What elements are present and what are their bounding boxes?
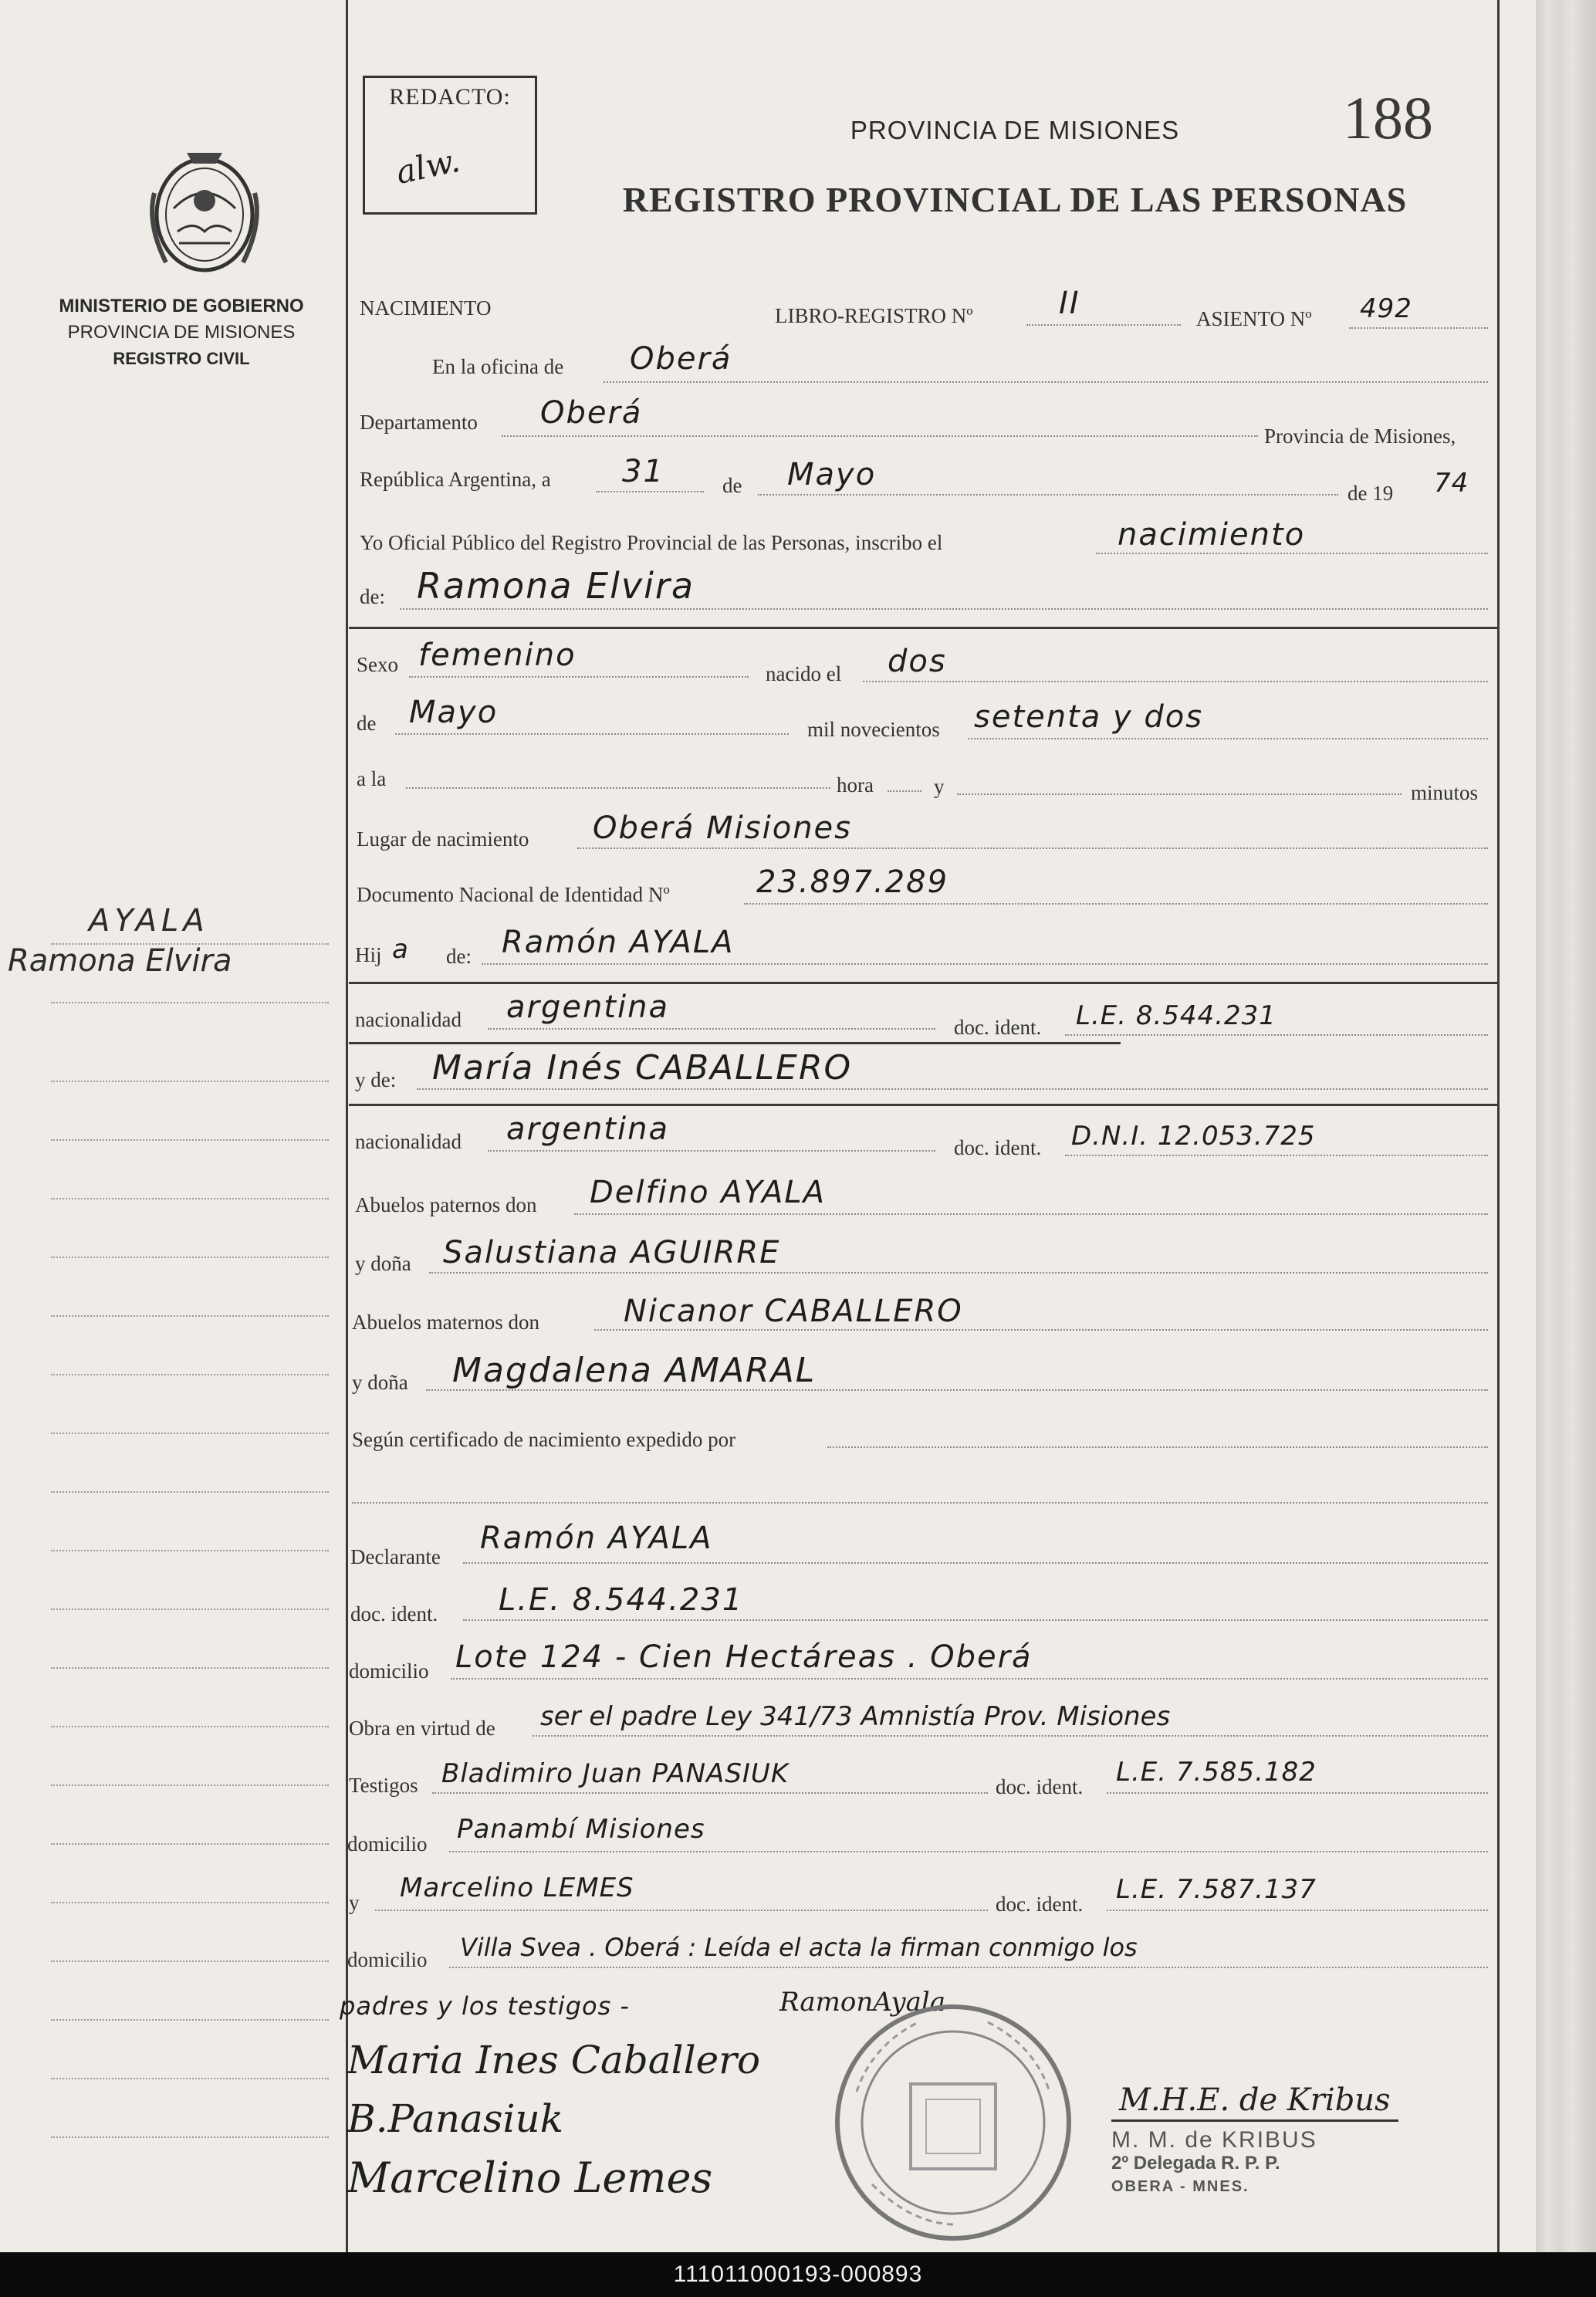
lugar-line [577,847,1488,849]
redacto-initials: alw. [392,140,463,192]
closing-line: padres y los testigos - [340,1991,630,2021]
lugar-label: Lugar de nacimiento [357,827,529,851]
mother-doc-label: doc. ident. [954,1136,1042,1159]
decl-domicilio: Lote 124 - Cien Hectáreas . Oberá [455,1639,1033,1675]
y-de-label: y de: [355,1068,397,1091]
margin-line [51,1081,329,1082]
witness1-domicilio-label: domicilio [347,1832,428,1856]
statement-line [1096,553,1488,554]
dni-value: 23.897.289 [756,864,949,900]
ministry-name: MINISTERIO DE GOBIERNO [59,296,304,316]
coat-of-arms-icon [139,147,270,278]
mat-dona-label: y doña [352,1371,408,1394]
mat-grandfather: Nicanor CABALLERO [624,1294,963,1329]
hij-de-label: de: [446,945,472,968]
mother-nationality: argentina [506,1111,669,1147]
witness1-doc-line [1107,1792,1488,1794]
father-name: Ramón AYALA [502,925,735,960]
stamp-place: OBERA - MNES. [1111,2178,1249,2195]
section-rule-2 [349,982,1497,984]
certificado-line [827,1446,1488,1448]
asiento-line [1349,327,1488,329]
margin-line [51,1257,329,1258]
dni-line [744,903,1488,905]
year-label: de 19 [1347,482,1394,505]
decl-domicilio-line [451,1678,1488,1680]
witness2-doc-label: doc. ident. [996,1893,1084,1916]
province-header: PROVINCIA DE MISIONES [850,116,1180,144]
margin-line [51,1374,329,1375]
witness2-doc-line [1107,1910,1488,1911]
declarante-label: Declarante [350,1545,441,1568]
asiento-value: 492 [1360,293,1412,324]
margin-line [51,2136,329,2138]
abuelos-mat-label: Abuelos maternos don [352,1311,539,1334]
dept-label: Departamento [360,411,478,434]
office-line [604,381,1488,383]
page-number: 188 [1343,84,1433,151]
witness2-domicilio-label: domicilio [347,1948,428,1971]
witness1-doc-label: doc. ident. [996,1775,1084,1798]
ministry-seal-icon [826,1999,1080,2246]
statement-label: Yo Oficial Público del Registro Provincial de las Personas, inscribo el [360,531,943,554]
office-value: Oberá [630,341,732,377]
father-nationality-label: nacionalidad [355,1008,462,1031]
certificado-line-2 [352,1502,1488,1504]
margin-line [51,1784,329,1786]
certificado-label: Según certificado de nacimiento expedido por [352,1428,736,1451]
father-nationality: argentina [506,990,669,1025]
mother-nationality-line [488,1150,935,1152]
sexo-value: femenino [418,638,577,673]
pat-grandmother: Salustiana AGUIRRE [443,1235,781,1270]
declarante-line [463,1562,1488,1564]
libro-label: LIBRO-REGISTRO Nº [775,304,973,327]
margin-line [51,1902,329,1903]
y2-label: y [349,1891,360,1914]
section-rule-1 [349,627,1497,629]
margin-name [8,903,340,979]
margin-line [51,1002,329,1003]
mil-label: mil novecientos [807,718,940,741]
father-doc-line [1065,1034,1488,1036]
day-line [596,491,704,492]
libro-value: II [1059,286,1080,321]
stamp-role: 2º Delegada R. P. P. [1111,2153,1280,2174]
nacido-label: nacido el [766,662,842,685]
record-type-label: NACIMIENTO [360,296,492,320]
section-rule-3 [349,1042,1121,1044]
witness1-domicilio: Panambí Misiones [457,1814,705,1845]
obra-value: ser el padre Ley 341/73 Amnistía Prov. Misiones [540,1701,1171,1732]
minutos-line [957,793,1402,795]
margin-line [51,1843,329,1845]
witness1-doc: L.E. 7.585.182 [1116,1757,1317,1788]
nacido-line [863,681,1488,682]
birth-year-words: setenta y dos [974,699,1204,735]
de2-label: de [357,712,377,735]
month-line [758,494,1338,496]
ministry-civil: REGISTRO CIVIL [113,349,250,368]
margin-line [51,2019,329,2021]
testigos-label: Testigos [349,1774,418,1797]
form-border-left [346,0,348,2252]
margin-line [51,943,329,945]
a-la-label: a la [357,767,387,790]
footer-code: 111011000193-000893 [0,2252,1596,2297]
de-label: de [722,474,742,497]
margin-line [51,1550,329,1551]
mother-name-line [417,1088,1488,1090]
y-label: y [934,775,945,798]
decl-doc-line [463,1619,1488,1621]
hora-label: hora [837,773,874,797]
year-value: 74 [1434,468,1469,499]
libro-line [1026,324,1181,326]
decl-doc-value: L.E. 8.544.231 [499,1582,744,1618]
pat-dona-label: y doña [355,1252,411,1275]
witness1: Bladimiro Juan PANASIUK [441,1758,790,1789]
person-name: Ramona Elvira [417,565,695,607]
margin-line [51,1315,329,1317]
decl-doc-label: doc. ident. [350,1602,438,1625]
father-name-line [482,963,1488,965]
dni-label: Documento Nacional de Identidad Nº [357,883,670,906]
witness2-domicilio-line [449,1967,1488,1968]
obra-label: Obra en virtud de [349,1717,495,1740]
abuelos-pat-label: Abuelos paternos don [355,1193,537,1216]
margin-line [51,1667,329,1669]
mother-nationality-label: nacionalidad [355,1130,462,1153]
margin-line [51,2078,329,2079]
asiento-label: ASIENTO Nº [1196,307,1312,330]
redacto-box [363,76,537,215]
official-stamp [1111,2129,1317,2198]
margin-line [51,1433,329,1434]
birth-month: Mayo [409,695,499,730]
page-edge [1536,0,1596,2252]
month-value: Mayo [787,457,877,492]
declarante-value: Ramón AYALA [480,1521,713,1556]
day-value: 31 [622,454,664,489]
form-border-right [1497,0,1500,2252]
margin-given-names: Ramona Elvira [8,943,232,979]
mother-signature: Maria Ines Caballero [347,2038,761,2082]
father-signature: RamonAyala [779,1987,946,2018]
statement-value: nacimiento [1118,517,1306,553]
margin-line [51,1139,329,1141]
margin-line [51,1491,329,1493]
province-label: Provincia de Misiones, [1264,425,1456,448]
birth-month-line [395,733,789,735]
ministry-province: PROVINCIA DE MISIONES [67,322,296,343]
witness2-signature: Marcelino Lemes [347,2153,713,2202]
decl-domicilio-label: domicilio [349,1659,429,1683]
witness1-line [432,1792,988,1794]
nacido-day: dos [888,644,947,679]
ministry-block [31,293,332,372]
margin-line [51,1726,329,1727]
pat-grandfather: Delfino AYALA [590,1175,826,1210]
a-la-line [406,787,830,789]
margin-line [51,1198,329,1199]
registry-title: REGISTRO PROVINCIAL DE LAS PERSONAS [622,180,1408,219]
witness2-line [375,1910,988,1911]
father-doc-label: doc. ident. [954,1016,1042,1039]
office-label: En la oficina de [432,355,564,378]
witness1-signature: B.Panasiuk [347,2096,564,2141]
father-doc: L.E. 8.544.231 [1076,1000,1276,1031]
mat-grandmother: Magdalena AMARAL [452,1351,817,1390]
minutos-label: minutos [1411,781,1479,804]
republic-label: República Argentina, a [360,468,551,491]
father-nationality-line [488,1028,935,1030]
witness2-domicilio: Villa Svea . Oberá : Leída el acta la firman conmigo los [460,1933,1138,1962]
mat-grandfather-line [594,1329,1488,1331]
margin-line [51,1960,329,1962]
stamp-name: M. M. de KRIBUS [1111,2127,1317,2153]
sexo-line [409,676,749,678]
witness2: Marcelino LEMES [400,1872,634,1903]
sexo-label: Sexo [357,653,398,676]
witness2-doc: L.E. 7.587.137 [1116,1874,1317,1905]
hora-line [888,790,921,792]
birth-year-line [968,738,1488,739]
margin-surname: AYALA [89,903,209,939]
mother-name: María Inés CABALLERO [432,1048,853,1088]
witness1-domicilio-line [449,1851,1488,1852]
dept-line [502,435,1258,437]
hij-suffix: a [392,934,409,965]
hij-label: Hij [355,943,382,966]
pat-grandmother-line [429,1272,1488,1274]
obra-line [533,1735,1488,1737]
pat-grandfather-line [574,1213,1488,1215]
mother-doc: D.N.I. 12.053.725 [1071,1121,1316,1152]
dept-value: Oberá [540,395,643,431]
redacto-label: REDACTO: [389,84,511,110]
mother-doc-line [1065,1155,1488,1156]
lugar-value: Oberá Misiones [593,810,853,846]
section-rule-4 [349,1104,1497,1106]
person-name-line [400,608,1488,610]
de-colon-label: de: [360,585,385,608]
official-signature: M.H.E. de Kribus [1111,2082,1398,2122]
margin-line [51,1609,329,1610]
